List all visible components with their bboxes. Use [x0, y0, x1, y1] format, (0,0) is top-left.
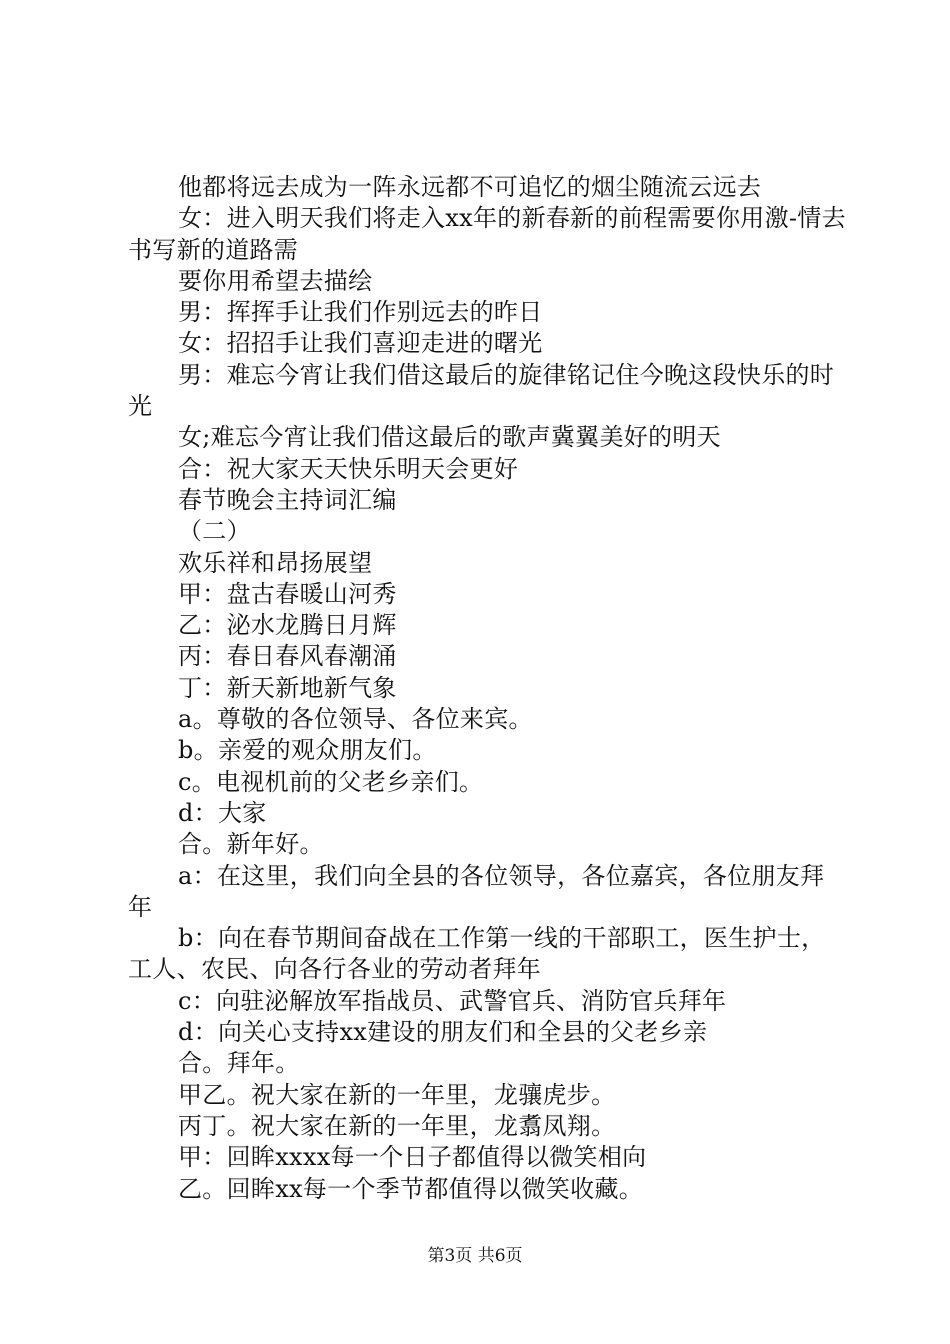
paragraph-13: 乙：泌水龙腾日月辉 [178, 611, 397, 640]
paragraph-15: 丁：新天新地新气象 [178, 673, 397, 702]
paragraph-17: b。亲爱的观众朋友们。 [178, 736, 437, 765]
paragraph-24: d：向关心支持xx建设的朋友们和全县的父老乡亲 [178, 1018, 708, 1047]
paragraph-2: 女：进入明天我们将走入xx年的新春新的前程需要你用激-情去书写新的道路需 [128, 204, 846, 264]
paragraph-20: 合。新年好。 [178, 830, 324, 859]
paragraph-9: 春节晚会主持词汇编 [178, 485, 397, 514]
paragraph-14: 丙：春日春风春潮涌 [178, 642, 397, 671]
paragraph-10: （二） [178, 517, 251, 546]
page-number-label: 第3页 共6页 [427, 1246, 523, 1266]
paragraph-5: 女：招招手让我们喜迎走进的曙光 [178, 329, 543, 358]
paragraph-25: 合。拜年。 [178, 1049, 300, 1078]
paragraph-27: 丙丁。祝大家在新的一年里，龙翥凤翔。 [178, 1111, 616, 1140]
paragraph-12: 甲：盘古春暖山河秀 [178, 579, 397, 608]
paragraph-4: 男：挥挥手让我们作别远去的昨日 [178, 298, 543, 327]
paragraph-22: b：向在春节期间奋战在工作第一线的干部职工，医生护士，工人、农民、向各行各业的劳动者拜年 [128, 924, 826, 984]
paragraph-6: 男：难忘今宵让我们借这最后的旋律铭记住今晚这段快乐的时光 [128, 360, 835, 421]
page-footer [0, 1246, 950, 1266]
paragraph-26: 甲乙。祝大家在新的一年里，龙骧虎步。 [178, 1080, 616, 1109]
paragraph-18: c。电视机前的父老乡亲们。 [178, 767, 484, 796]
paragraph-19: d：大家 [178, 798, 267, 827]
paragraph-3: 要你用希望去描绘 [178, 266, 373, 295]
paragraph-21: a：在这里，我们向全县的各位领导，各位嘉宾，各位朋友拜年 [128, 861, 825, 921]
paragraph-28: 甲：回眸xxxx每一个日子都值得以微笑相向 [178, 1143, 647, 1172]
paragraph-29: 乙。回眸xx每一个季节都值得以微笑收藏。 [178, 1174, 644, 1203]
paragraph-11: 欢乐祥和昂扬展望 [178, 548, 373, 577]
paragraph-1: 他都将远去成为一阵永远都不可追忆的烟尘随流云远去 [178, 173, 762, 201]
paragraph-7: 女;难忘今宵让我们借这最后的歌声冀翼美好的明天 [178, 423, 721, 452]
paragraph-8: 合：祝大家天天快乐明天会更好 [178, 454, 519, 483]
paragraph-16: a。尊敬的各位领导、各位来宾。 [178, 705, 533, 734]
document-body [128, 172, 848, 1205]
paragraph-23: c：向驻泌解放军指战员、武警官兵、消防官兵拜年 [178, 986, 727, 1015]
